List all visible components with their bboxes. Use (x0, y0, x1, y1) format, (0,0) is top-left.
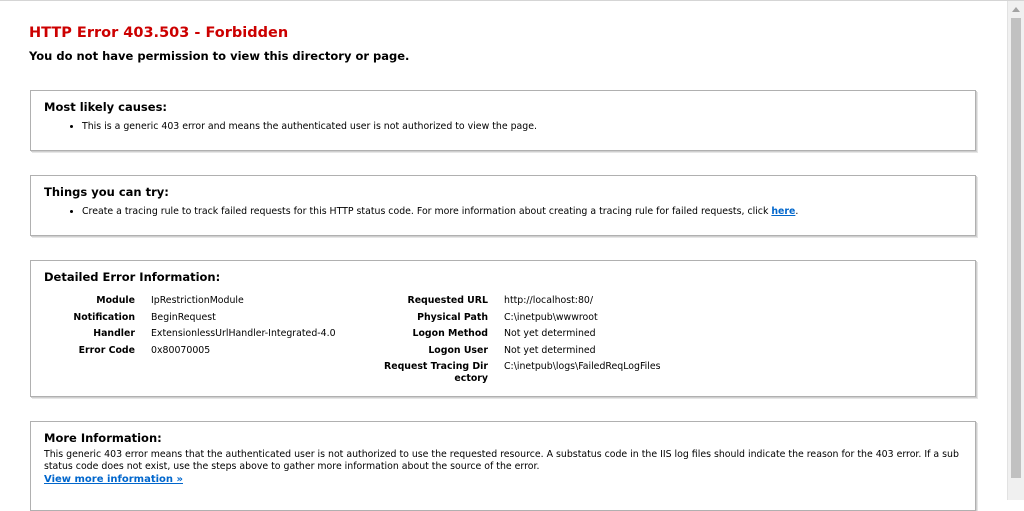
causes-box (30, 90, 976, 151)
detail-row-notification (31, 310, 361, 327)
things-to-try-heading: Things you can try: (44, 185, 169, 199)
try-item-text: Create a tracing rule to track failed requests for this HTTP status code. For more information about creating a tracing rule for failed requests, click (82, 206, 772, 217)
scrollbar-thumb[interactable] (1011, 18, 1021, 478)
detail-row-tracing-directory (378, 359, 938, 387)
detail-label: Logon Method (412, 328, 488, 339)
causes-heading: Most likely causes: (44, 100, 168, 114)
details-right-column (378, 293, 938, 387)
more-information-heading: More Information: (44, 431, 162, 445)
details-left-column (31, 293, 361, 359)
detail-label: Error Code (78, 344, 135, 356)
detail-row-requested-url (378, 293, 938, 310)
more-information-box (30, 421, 976, 511)
detail-row-handler (31, 326, 361, 343)
detail-row-logon-user (378, 343, 938, 360)
view-more-information-link[interactable]: View more information » (44, 474, 183, 485)
things-to-try-box (30, 175, 976, 236)
detail-row-logon-method (378, 326, 938, 343)
scroll-up-arrow-icon[interactable] (1008, 1, 1024, 18)
vertical-scrollbar[interactable] (1007, 1, 1024, 500)
detail-value: Not yet determined (504, 328, 596, 339)
detail-value: BeginRequest (151, 311, 216, 323)
detail-value: IpRestrictionModule (151, 295, 244, 306)
detail-row-physical-path (378, 310, 938, 327)
detail-value: http://localhost:80/ (504, 295, 594, 306)
detail-row-error-code (31, 343, 361, 360)
try-item-suffix: . (795, 206, 799, 217)
detailed-error-heading: Detailed Error Information: (44, 270, 221, 284)
cause-item: • This is a generic 403 error and means the authenticated user is not authorized to view the page. (82, 120, 975, 133)
page-subtitle: You do not have permission to view this directory or page. (29, 49, 410, 63)
detail-label: Requested URL (407, 295, 488, 306)
causes-list (31, 120, 975, 133)
detail-label: Handler (93, 328, 135, 339)
detail-label: Module (96, 295, 135, 306)
here-link[interactable]: here (771, 206, 796, 217)
detail-label: Physical Path (417, 311, 488, 323)
detail-label: Request Tracing Dir ectory (384, 361, 488, 384)
detail-value: Not yet determined (504, 344, 596, 356)
detail-value: C:\inetpub\wwwroot (504, 311, 598, 323)
try-item (82, 205, 975, 218)
detailed-error-box (30, 260, 976, 397)
detail-label: Logon User (428, 344, 488, 356)
page-header (29, 23, 409, 64)
things-to-try-list (31, 205, 975, 218)
page-title: HTTP Error 403.503 - Forbidden (29, 25, 289, 41)
detail-label: Notification (73, 311, 135, 323)
detail-value: ExtensionlessUrlHandler-Integrated-4.0 (151, 328, 336, 339)
detail-value: 0x80070005 (151, 344, 211, 356)
detail-value: C:\inetpub\logs\FailedReqLogFiles (504, 361, 661, 372)
detail-row-module (31, 293, 361, 310)
more-information-text: This generic 403 error means that the authenticated user is not authorized to use the requested resource. A substatus code in the IIS log files should indicate the reason for the 403 error. If a sub status code does not exist, use the steps above to gather more information about the source of the error. (44, 449, 959, 472)
